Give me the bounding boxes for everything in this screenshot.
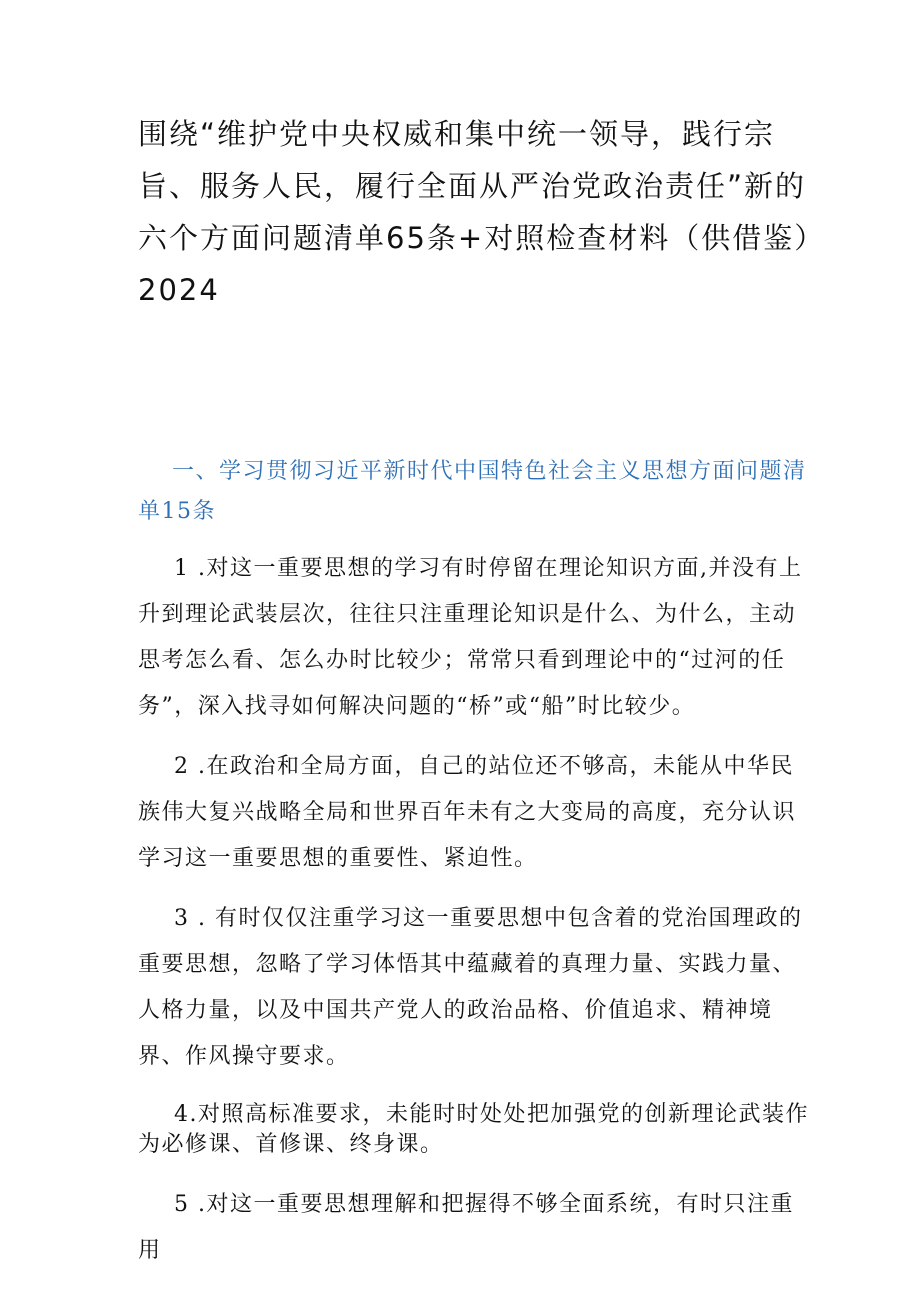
paragraph-5: 5 .对这一重要思想理解和把握得不够全面系统，有时只注重用 xyxy=(138,1192,794,1263)
document-title: 围绕“维护党中央权威和集中统一领导，践行宗旨、服务人民，履行全面从严治党政治责任”新的六个方面问题清单65条+对照检查材料（供借鉴）2024 xyxy=(138,117,811,307)
section-heading: 一、学习贯彻习近平新时代中国特色社会主义思想方面问题清单15条 xyxy=(138,459,807,524)
paragraph-2: 2 .在政治和全局方面，自己的站位还不够高，未能从中华民族伟大复兴战略全局和世界百年未有之大变局的高度，充分认识学习这一重要思想的重要性、紧迫性。 xyxy=(138,754,797,871)
paragraph-4: 4.对照高标准要求，未能时时处处把加强党的创新理论武装作为必修课、首修课、终身课。 xyxy=(138,1102,809,1157)
paragraph-1: 1 .对这一重要思想的学习有时停留在理论知识方面,并没有上升到理论武装层次，往往只注重理论知识是什么、为什么，主动思考怎么看、怎么办时比较少；常常只看到理论中的“过河的任务”，深入找寻如何解决问题的“桥”或“船”时比较少。 xyxy=(138,556,803,719)
document-body xyxy=(138,452,810,1288)
paragraph-3: 3 . 有时仅仅注重学习这一重要思想中包含着的党治国理政的重要思想，忽略了学习体悟其中蕴藏着的真理力量、实践力量、人格力量，以及中国共产党人的政治品格、价值追求、精神境界、作风操守要求。 xyxy=(138,906,803,1069)
